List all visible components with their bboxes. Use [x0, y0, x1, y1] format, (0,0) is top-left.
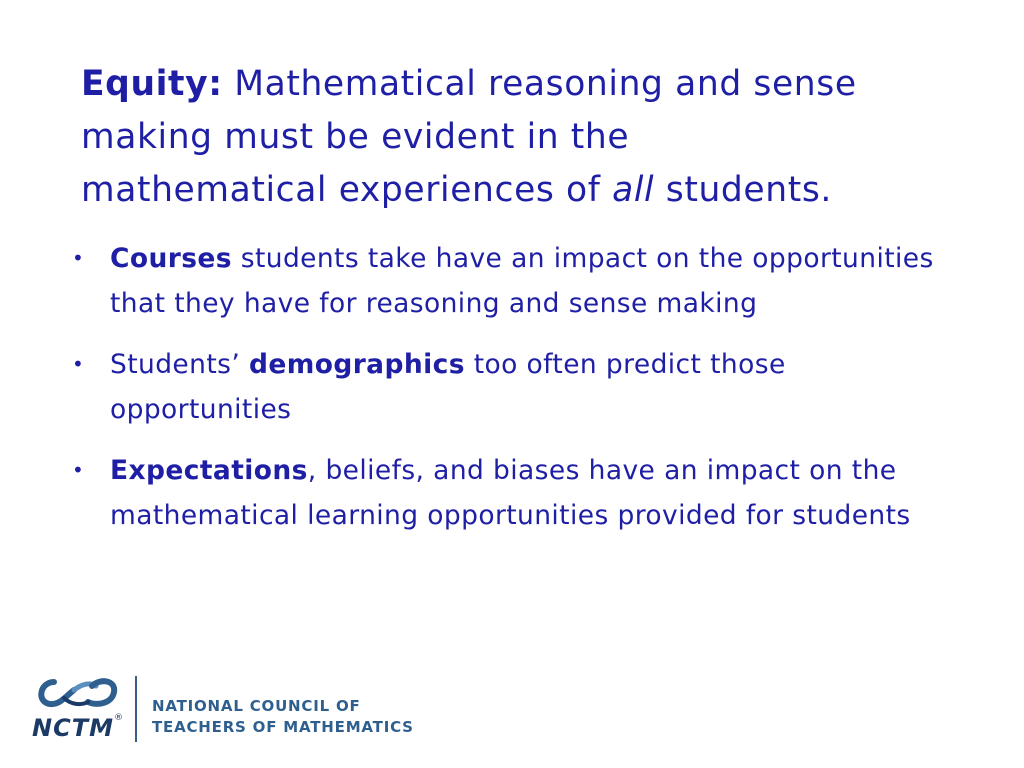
title-line3-start: mathematical experiences of	[81, 170, 613, 210]
title-line3-end: students.	[654, 170, 832, 210]
footer-logo	[30, 672, 430, 744]
bullet-item-courses	[62, 236, 972, 326]
bullet-bold-term: Courses	[110, 243, 232, 274]
bullet-bold-term: Expectations	[110, 455, 308, 486]
bullet-marker: •	[72, 246, 85, 270]
title-line1-text: Mathematical reasoning and sense	[222, 64, 857, 104]
title-line2-text: making must be evident in the	[81, 117, 630, 157]
org-name-line2: TEACHERS OF MATHEMATICS	[152, 718, 414, 736]
bullet-text: students take have an impact on the opportunities that they have for reasoning and sense making	[110, 243, 934, 319]
bullet-marker: •	[72, 352, 85, 376]
bullet-item-expectations	[62, 448, 972, 538]
bullet-item-demographics	[62, 342, 972, 432]
bullet-text: , beliefs, and biases have an impact on the mathematical learning opportunities provided for students	[110, 455, 911, 531]
logo-wordmark: NCTM	[32, 714, 114, 742]
bullet-marker: •	[72, 458, 85, 482]
logo-divider	[135, 676, 137, 742]
slide-title	[81, 58, 1001, 217]
bullet-pre-text: Students’	[110, 349, 249, 380]
org-name-line1: NATIONAL COUNCIL OF	[152, 697, 361, 715]
nctm-logo-icon	[30, 672, 130, 744]
title-emphasis: all	[612, 170, 655, 210]
organization-name	[152, 696, 414, 738]
bullet-text: too often predict those opportunities	[110, 349, 786, 425]
logo-registered-mark: ®	[114, 713, 123, 723]
bullet-bold-term: demographics	[248, 349, 465, 380]
title-bold-lead: Equity:	[81, 64, 223, 104]
bullet-list	[62, 236, 972, 554]
